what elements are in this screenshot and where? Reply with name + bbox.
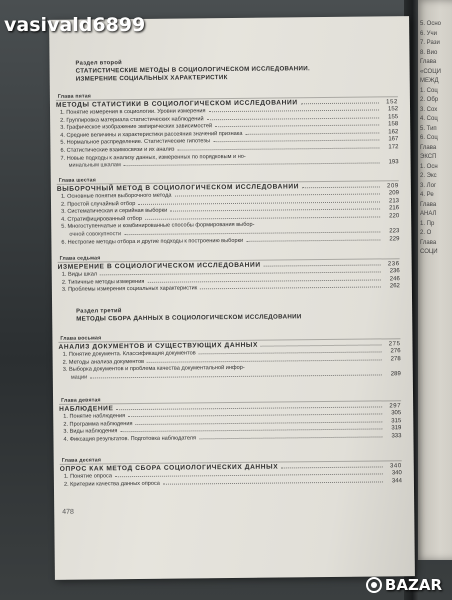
toc-entry-text: 1. Основные понятия выборочного метода [60, 192, 172, 200]
chapter-items [58, 268, 400, 294]
chapter-title: ОПРОС КАК МЕТОД СБОРА СОЦИОЛОГИЧЕСКИХ ДАННЫХ [59, 463, 279, 473]
toc-entry-text: 1. Понятие измерения в социологии. Уровни измерения [60, 108, 206, 116]
dot-leader [147, 279, 380, 282]
dot-leader [281, 466, 383, 468]
chapter-label: Глава восьмая [60, 335, 102, 342]
chapter-eight [58, 332, 400, 382]
toc-entry-page: 333 [391, 433, 402, 440]
right-page-fragment: Глава [420, 239, 437, 246]
right-page-fragment: 6. Учи [420, 30, 437, 37]
chapter-items [60, 470, 402, 489]
right-page-fragment: 8. Вио [420, 49, 438, 56]
right-page-fragment: 1. Пр [420, 220, 435, 227]
seller-watermark: vasivald6899 [4, 14, 146, 36]
page-number: 478 [62, 508, 74, 516]
toc-entry-text: 2. Простой случайный отбор [60, 200, 136, 208]
toc-entry-text: 5. Многоступенчатые и комбинированные способы формирования выбор- [61, 222, 255, 231]
toc-entry-page: 220 [389, 213, 400, 220]
toc-entry-text: 1. Виды шкал [61, 271, 98, 278]
right-page-fragment: 1. Осн [420, 163, 438, 170]
toc-entry-page: 167 [388, 136, 399, 143]
toc-entry-page: 162 [388, 129, 399, 136]
toc-entry-text: 5. Нормальное распределение. Статистические гипотезы [60, 138, 211, 147]
right-page-fragment: 7. Рази [420, 40, 440, 46]
dot-leader [135, 421, 382, 425]
toc-entry-text: 2. Методы анализа документов [62, 358, 145, 366]
dot-leader [120, 429, 382, 433]
dot-leader [199, 436, 382, 439]
chapter-six [57, 174, 400, 247]
dot-leader [163, 481, 383, 484]
dot-leader [261, 344, 382, 346]
dot-leader [124, 163, 380, 167]
dot-leader [124, 231, 380, 235]
chapter-title: АНАЛИЗ ДОКУМЕНТОВ И СУЩЕСТВУЮЩИХ ДАННЫХ [58, 341, 259, 351]
right-page-fragment: 2. Экс [420, 173, 437, 179]
dot-leader [90, 374, 382, 378]
right-page-fragment: «СОЦИ [420, 68, 441, 75]
chapter-title: ИЗМЕРЕНИЕ В СОЦИОЛОГИЧЕСКОМ ИССЛЕДОВАНИИ [57, 261, 261, 271]
right-page-fragment: 6. Соц [420, 135, 438, 141]
dot-leader [207, 117, 379, 120]
right-page-fragment: 2. Обр [420, 97, 439, 103]
toc-entry-text: 6. Нестрогие методы отбора и другие подходы к построению выборки [61, 237, 244, 246]
chapter-page-number: 152 [386, 99, 398, 106]
right-page-fragment: 3. Сох [420, 106, 438, 113]
chapter-label: Глава шестая [58, 177, 96, 184]
chapter-ten [60, 454, 402, 489]
dot-leader [177, 147, 379, 150]
dot-leader [301, 102, 379, 104]
chapter-label: Глава девятая [61, 397, 101, 404]
dot-leader [115, 473, 383, 477]
right-page-fragment: Глава [420, 144, 437, 151]
toc-entry-text: 2. Типичные методы измерения [61, 278, 145, 286]
toc-entry-text: 7. Новые подходы к анализу данных, измеренных по порядковым и но- [60, 153, 246, 162]
dot-leader [117, 406, 383, 410]
section-title-line: СТАТИСТИЧЕСКИЕ МЕТОДЫ В СОЦИОЛОГИЧЕСКОМ ИССЛЕДОВАНИИ. [75, 65, 311, 75]
toc-entry-text: 2. Критерии качества данных опроса [63, 480, 160, 488]
toc-entry-page: 158 [388, 121, 399, 128]
toc-entry-page: 319 [391, 425, 402, 432]
dot-leader [213, 140, 379, 143]
toc-entry-text: 4. Средние величины и характеристики рассеяния значений признака [60, 130, 243, 139]
toc-entry-text: 4. Фиксация результатов. Подготовка наблюдателя [63, 435, 197, 443]
dot-leader [175, 193, 380, 196]
dot-leader [302, 186, 380, 188]
right-page-fragment: 1. Соц [420, 87, 438, 94]
right-page-fragment: ЭКСП [420, 154, 437, 160]
right-page-fragment: 3. Лог [420, 182, 437, 189]
chapter-page-number: 236 [387, 261, 400, 268]
toc-entry-text: мации [70, 374, 88, 381]
right-page-fragment: 2. О [420, 230, 432, 236]
toc-entry-text: 1. Понятие документа. Классификация документов [62, 350, 196, 358]
dot-leader [200, 287, 381, 290]
chapter-title: ВЫБОРОЧНЫЙ МЕТОД В СОЦИОЛОГИЧЕСКОМ ИССЛЕДОВАНИИ [56, 183, 300, 193]
toc-entry-page: 262 [389, 283, 400, 290]
chapter-label: Глава десятая [61, 457, 102, 464]
toc-entry-text: 4. Стратифицированный отбор [61, 215, 142, 223]
right-page-fragment: СОЦИ [420, 249, 438, 255]
toc-entry-page: 276 [390, 348, 401, 355]
toc-entry-text: 1. Понятие опроса [63, 473, 112, 480]
toc-entry-page: 229 [389, 235, 400, 242]
dot-leader [145, 216, 380, 219]
toc-entry-page: 213 [388, 197, 400, 204]
toc-entry-page: 344 [391, 477, 402, 484]
toc-entry-text: 1. Понятие наблюдения [63, 413, 126, 420]
right-page-fragment: АНАЛ [420, 211, 437, 217]
right-page-fragments [420, 20, 441, 258]
toc-entry-text: очной совокупности [69, 231, 122, 238]
chapter-seven [58, 252, 400, 294]
dot-leader [100, 271, 381, 275]
dot-leader [128, 413, 382, 417]
chapter-page-number: 340 [389, 463, 402, 470]
toc-entry-text: 2. Программа наблюдения [63, 420, 133, 428]
toc-entry-text: 2. Группировка материала статистических наблюдений [60, 115, 204, 124]
toc-entry-text: 3. Систематическая и серийная выборки [61, 207, 168, 215]
toc-page [49, 16, 415, 580]
section-two-header [75, 57, 310, 83]
toc-entry-page: 340 [391, 470, 402, 477]
toc-entry-text: минальным шкалам [68, 162, 121, 169]
right-page-fragment: 5. Осно [420, 21, 441, 27]
section-label: Раздел второй [75, 60, 123, 67]
section-label: Раздел третий [76, 308, 122, 315]
toc-entry-page: 193 [388, 159, 399, 166]
toc-entry-text: 3. Виды наблюдения [63, 428, 118, 435]
bazar-logo [366, 576, 442, 594]
chapter-nine [59, 394, 401, 444]
bazar-logo-text: BAZAR [384, 576, 442, 594]
dot-leader [170, 209, 380, 212]
bazar-logo-icon [366, 577, 382, 593]
chapter-items [59, 410, 401, 444]
chapter-label: Глава седьмая [59, 255, 101, 262]
chapter-five [56, 90, 399, 170]
right-page-fragment: МЕЖД [420, 78, 439, 84]
toc-entry-page: 223 [389, 228, 400, 235]
toc-entry-text: 3. Проблемы измерения социальных характеристик [61, 285, 198, 293]
dot-leader [209, 109, 379, 112]
chapter-page-number: 209 [386, 183, 399, 190]
dot-leader [245, 132, 379, 134]
right-page-fragment: 4. Ре [420, 192, 434, 198]
toc-entry-page: 172 [388, 144, 399, 151]
dot-leader [246, 239, 380, 241]
section-title-line: МЕТОДЫ СБОРА ДАННЫХ В СОЦИОЛОГИЧЕСКОМ ИССЛЕДОВАНИИ [76, 313, 302, 323]
toc-entry-text: 3. Выборка документов и проблема качества документальной инфор- [62, 365, 245, 373]
chapter-label: Глава пятая [57, 93, 92, 100]
toc-entry-page: 278 [390, 355, 401, 362]
toc-entry-page: 216 [389, 205, 400, 212]
chapter-page-number: 275 [388, 341, 401, 348]
dot-leader [199, 351, 382, 354]
toc-entry-page: 315 [391, 417, 402, 424]
dot-leader [138, 201, 380, 205]
dot-leader [264, 264, 381, 266]
dot-leader [215, 125, 379, 128]
section-title-line: ИЗМЕРЕНИЕ СОЦИАЛЬНЫХ ХАРАКТЕРИСТИК [75, 74, 228, 83]
toc-entry-page: 152 [387, 106, 399, 113]
right-page-fragment: 5. Тип [420, 125, 437, 132]
chapter-title: НАБЛЮДЕНИЕ [59, 405, 114, 413]
right-page-fragment: Глава [420, 59, 437, 65]
toc-entry-page: 289 [390, 371, 401, 378]
right-page-fragment: 4. Соц [420, 116, 438, 122]
toc-entry-page: 155 [388, 113, 399, 120]
dot-leader [147, 359, 382, 362]
chapter-items [57, 190, 400, 247]
toc-entry-text: 6. Статистические взаимосвязи и их анализ [60, 146, 175, 154]
chapter-page-number: 297 [389, 403, 402, 410]
chapter-items [56, 106, 399, 170]
chapter-title: МЕТОДЫ СТАТИСТИКИ В СОЦИОЛОГИЧЕСКОМ ИССЛЕДОВАНИИ [55, 99, 298, 109]
toc-entry-page: 209 [388, 190, 399, 197]
toc-entry-page: 305 [391, 410, 402, 417]
toc-entry-page: 236 [389, 268, 400, 275]
chapter-items [59, 348, 401, 382]
section-three-header [76, 305, 302, 323]
toc-entry-text: 3. Графическое изображение эмпирических зависимостей [60, 123, 213, 131]
right-page-fragment: Глава [420, 201, 437, 208]
toc-entry-page: 246 [389, 275, 400, 282]
